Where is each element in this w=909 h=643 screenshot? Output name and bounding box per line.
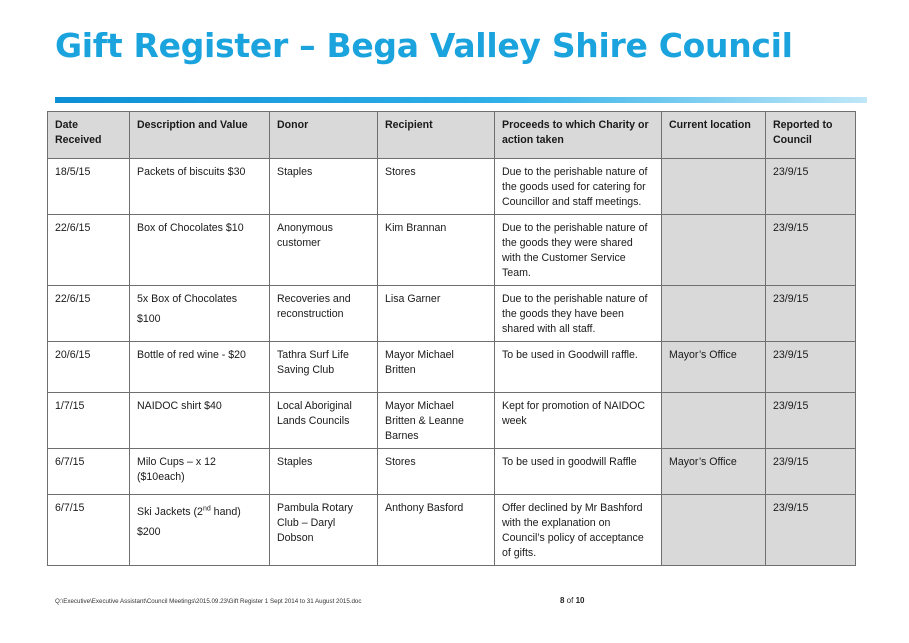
description-value: $100: [137, 313, 161, 325]
table-row: [48, 393, 856, 449]
cell-recipient: Mayor Michael Britten & Leanne Barnes: [378, 393, 495, 449]
cell-donor: Tathra Surf Life Saving Club: [270, 342, 378, 393]
cell-location: [662, 393, 766, 449]
cell-date: 1/7/15: [48, 393, 130, 449]
cell-recipient: Kim Brannan: [378, 215, 495, 286]
cell-description: Milo Cups – x 12 ($10each): [130, 449, 270, 495]
gift-register-table: [47, 111, 856, 566]
description-text: [137, 506, 241, 518]
cell-date: 18/5/15: [48, 159, 130, 215]
cell-date: 6/7/15: [48, 449, 130, 495]
cell-donor: Anonymous customer: [270, 215, 378, 286]
cell-donor: Staples: [270, 159, 378, 215]
table-row: [48, 286, 856, 342]
cell-location: Mayor’s Office: [662, 449, 766, 495]
cell-donor: Pambula Rotary Club – Daryl Dobson: [270, 495, 378, 566]
cell-recipient: Mayor Michael Britten: [378, 342, 495, 393]
cell-reported: 23/9/15: [766, 159, 856, 215]
header-proceeds: Proceeds to which Charity or action taken: [495, 112, 662, 159]
table-row: [48, 159, 856, 215]
cell-proceeds: Kept for promotion of NAIDOC week: [495, 393, 662, 449]
table-row: [48, 495, 856, 566]
page-current: 8: [560, 596, 565, 605]
page-title: Gift Register – Bega Valley Shire Council: [55, 26, 793, 65]
cell-proceeds: Due to the perishable nature of the goods they were shared with the Customer Service Team.: [495, 215, 662, 286]
cell-reported: 23/9/15: [766, 449, 856, 495]
header-description: Description and Value: [130, 112, 270, 159]
cell-proceeds: Due to the perishable nature of the goods used for catering for Councillor and staff meetings.: [495, 159, 662, 215]
cell-recipient: Stores: [378, 159, 495, 215]
description-text: 5x Box of Chocolates: [137, 293, 238, 305]
cell-description: NAIDOC shirt $40: [130, 393, 270, 449]
description-superscript: nd: [202, 505, 211, 512]
description-text-part: hand): [210, 505, 241, 518]
cell-proceeds: Due to the perishable nature of the goods they have been shared with all staff.: [495, 286, 662, 342]
cell-description: Box of Chocolates $10: [130, 215, 270, 286]
cell-date: 22/6/15: [48, 286, 130, 342]
table-row: [48, 342, 856, 393]
table-row: [48, 449, 856, 495]
cell-reported: 23/9/15: [766, 342, 856, 393]
cell-reported: 23/9/15: [766, 286, 856, 342]
cell-date: 20/6/15: [48, 342, 130, 393]
cell-date: 6/7/15: [48, 495, 130, 566]
cell-location: [662, 215, 766, 286]
cell-reported: 23/9/15: [766, 393, 856, 449]
cell-description: Bottle of red wine - $20: [130, 342, 270, 393]
cell-reported: 23/9/15: [766, 215, 856, 286]
page-total: 10: [575, 596, 585, 605]
cell-proceeds: To be used in goodwill Raffle: [495, 449, 662, 495]
cell-proceeds: To be used in Goodwill raffle.: [495, 342, 662, 393]
cell-description: [130, 495, 270, 566]
title-rule: [55, 97, 867, 103]
cell-recipient: Stores: [378, 449, 495, 495]
page-of: of: [564, 596, 576, 605]
footer-page-number: [560, 596, 584, 605]
footer-file-path: Q:\Executive\Executive Assistant\Council Meetings\2015.09.23\Gift Register 1 Sept 2014 to 31 August 2015.doc: [55, 598, 362, 605]
description-value: $200: [137, 525, 161, 538]
description-text-part: Ski Jackets (2: [137, 505, 203, 518]
cell-donor: Recoveries and reconstruction: [270, 286, 378, 342]
cell-reported: 23/9/15: [766, 495, 856, 566]
cell-location: [662, 286, 766, 342]
cell-description: [130, 286, 270, 342]
header-recipient: Recipient: [378, 112, 495, 159]
cell-donor: Local Aboriginal Lands Councils: [270, 393, 378, 449]
header-donor: Donor: [270, 112, 378, 159]
cell-location: [662, 159, 766, 215]
cell-location: [662, 495, 766, 566]
header-current-location: Current location: [662, 112, 766, 159]
cell-proceeds: Offer declined by Mr Bashford with the explanation on Council’s policy of acceptance of gifts.: [495, 495, 662, 566]
header-date-received: Date Received: [48, 112, 130, 159]
cell-location: Mayor’s Office: [662, 342, 766, 393]
header-reported: Reported to Council: [766, 112, 856, 159]
cell-recipient: Anthony Basford: [378, 495, 495, 566]
cell-donor: Staples: [270, 449, 378, 495]
table-row: [48, 215, 856, 286]
cell-recipient: Lisa Garner: [378, 286, 495, 342]
table-header-row: [48, 112, 856, 159]
cell-date: 22/6/15: [48, 215, 130, 286]
cell-description: Packets of biscuits $30: [130, 159, 270, 215]
